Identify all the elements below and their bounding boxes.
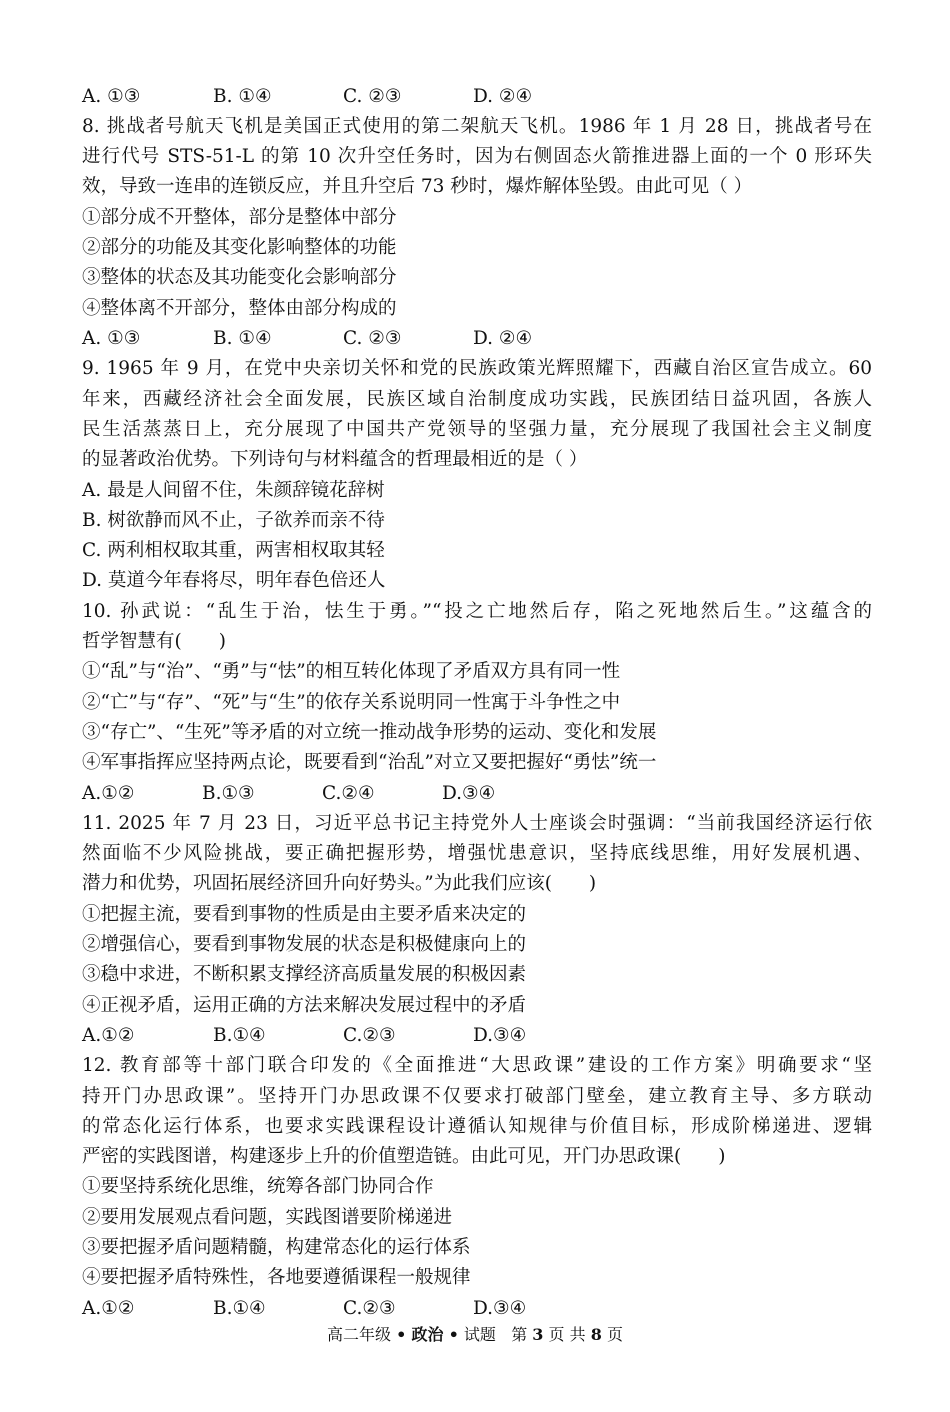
- q8-item-3: ③整体的状态及其功能变化会影响部分: [82, 267, 397, 288]
- q7-option-c: C. ②③: [343, 86, 402, 107]
- footer-dot-1: •: [396, 1325, 407, 1344]
- q10-option-a: A.①②: [82, 783, 135, 804]
- q10-stem-line-1: 10. 孙武说：“乱生于治，怯生于勇。”“投之亡地然后存，陷之死地然后生。”这蕴含的: [82, 601, 872, 622]
- q8-item-4: ④整体离不开部分，整体由部分构成的: [82, 298, 397, 319]
- q9-stem-line-1: 9. 1965 年 9 月，在党中央亲切关怀和党的民族政策光辉照耀下，西藏自治区宣告成立。60: [82, 358, 872, 379]
- q11-option-a: A.①②: [82, 1025, 135, 1046]
- q12-option-a: A.①②: [82, 1298, 135, 1319]
- footer-kind: 试题: [463, 1325, 496, 1344]
- q11-item-3: ③稳中求进，不断积累支撑经济高质量发展的积极因素: [82, 964, 527, 985]
- footer-page-total: 8: [590, 1325, 602, 1344]
- q12-item-2: ②要用发展观点看问题，实践图谱要阶梯递进: [82, 1207, 453, 1228]
- q7-options: [82, 82, 872, 112]
- q8-options: [82, 324, 872, 354]
- q12-stem-line-2: 持开门办思政课”。坚持开门办思政课不仅要求打破部门壁垒，建立教育主导、多方联动: [82, 1086, 872, 1107]
- footer-page-suffix: 页: [606, 1325, 623, 1344]
- page-footer: [0, 1322, 950, 1348]
- q8-option-d: D. ②④: [473, 328, 533, 349]
- q11-options: [82, 1021, 872, 1051]
- q8-option-c: C. ②③: [343, 328, 402, 349]
- q12-stem-line-1: 12. 教育部等十部门联合印发的《全面推进“大思政课”建设的工作方案》明确要求“坚: [82, 1055, 872, 1076]
- footer-page-mid: 页 共: [548, 1325, 586, 1344]
- q8-stem-line-2: 进行代号 STS-51-L 的第 10 次升空任务时，因为右侧固态火箭推进器上面的一个 0 形环失: [82, 146, 872, 167]
- q10-options: [82, 779, 872, 809]
- q9-stem-line-4: 的显著政治优势。下列诗句与材料蕴含的哲理最相近的是（ ）: [82, 449, 588, 470]
- q9-stem-line-3: 民生活蒸蒸日上，充分展现了中国共产党领导的坚强力量，充分展现了我国社会主义制度: [82, 419, 872, 440]
- q8-stem-line-3: 效，导致一连串的连锁反应，并且升空后 73 秒时，爆炸解体坠毁。由此可见（ ）: [82, 176, 753, 197]
- q12-option-c: C.②③: [343, 1298, 396, 1319]
- footer-dot-2: •: [448, 1325, 459, 1344]
- q8-item-1: ①部分成不开整体，部分是整体中部分: [82, 207, 397, 228]
- q8-stem-line-1: 8. 挑战者号航天飞机是美国正式使用的第二架航天飞机。1986 年 1 月 28 日，挑战者号在: [82, 116, 872, 137]
- q12-stem-line-4: 严密的实践图谱，构建逐步上升的价值塑造链。由此可见，开门办思政课( ): [82, 1146, 726, 1167]
- q10-item-4: ④军事指挥应坚持两点论，既要看到“治乱”对立又要把握好“勇怯”统一: [82, 752, 657, 773]
- q8-option-a: A. ①③: [82, 328, 141, 349]
- q9-option-c: C. 两利相权取其重，两害相权取其轻: [82, 540, 385, 561]
- q11-stem-line-3: 潜力和优势，巩固拓展经济回升向好势头。”为此我们应该( ): [82, 873, 597, 894]
- footer-page-number: 3: [532, 1325, 544, 1344]
- q11-option-b: B.①④: [213, 1025, 266, 1046]
- q12-options: [82, 1294, 872, 1324]
- q11-item-4: ④正视矛盾，运用正确的方法来解决发展过程中的矛盾: [82, 995, 527, 1016]
- q10-stem-line-2: 哲学智慧有( ): [82, 631, 226, 652]
- q12-stem-line-3: 的常态化运行体系，也要求实践课程设计遵循认知规律与价值目标，形成阶梯递进、逻辑: [82, 1116, 872, 1137]
- q10-option-b: B.①③: [202, 783, 255, 804]
- q9-option-d: D. 莫道今年春将尽，明年春色倍还人: [82, 570, 386, 591]
- q12-item-3: ③要把握矛盾问题精髓，构建常态化的运行体系: [82, 1237, 471, 1258]
- footer-subject: 政治: [411, 1325, 444, 1344]
- q12-option-b: B.①④: [213, 1298, 266, 1319]
- q9-option-b: B. 树欲静而风不止，子欲养而亲不待: [82, 510, 385, 531]
- q11-stem-line-1: 11. 2025 年 7 月 23 日，习近平总书记主持党外人士座谈会时强调：“当前我国经济运行依: [82, 813, 872, 834]
- q9-stem-line-2: 年来，西藏经济社会全面发展，民族区域自治制度成功实践，民族团结日益巩固，各族人: [82, 389, 872, 410]
- q7-option-a: A. ①③: [82, 86, 141, 107]
- q12-item-1: ①要坚持系统化思维，统筹各部门协同合作: [82, 1176, 434, 1197]
- q8-item-2: ②部分的功能及其变化影响整体的功能: [82, 237, 397, 258]
- q10-item-1: ①“乱”与“治”、“勇”与“怯”的相互转化体现了矛盾双方具有同一性: [82, 661, 621, 682]
- q12-item-4: ④要把握矛盾特殊性，各地要遵循课程一般规律: [82, 1267, 471, 1288]
- q11-item-2: ②增强信心，要看到事物发展的状态是积极健康向上的: [82, 934, 527, 955]
- q8-option-b: B. ①④: [213, 328, 272, 349]
- q10-option-c: C.②④: [322, 783, 375, 804]
- q10-option-d: D.③④: [442, 783, 496, 804]
- q11-stem-line-2: 然面临不少风险挑战，要正确把握形势，增强忧患意识，坚持底线思维，用好发展机遇、: [82, 843, 872, 864]
- footer-page-prefix: 第: [511, 1325, 528, 1344]
- q7-option-d: D. ②④: [473, 86, 533, 107]
- q10-item-3: ③“存亡”、“生死”等矛盾的对立统一推动战争形势的运动、变化和发展: [82, 722, 657, 743]
- q11-option-c: C.②③: [343, 1025, 396, 1046]
- footer-grade: 高二年级: [327, 1325, 392, 1344]
- q10-item-2: ②“亡”与“存”、“死”与“生”的依存关系说明同一性寓于斗争性之中: [82, 692, 621, 713]
- q11-option-d: D.③④: [473, 1025, 527, 1046]
- q7-option-b: B. ①④: [213, 86, 272, 107]
- q9-option-a: A. 最是人间留不住，朱颜辞镜花辞树: [82, 480, 385, 501]
- q12-option-d: D.③④: [473, 1298, 527, 1319]
- q11-item-1: ①把握主流，要看到事物的性质是由主要矛盾来决定的: [82, 904, 527, 925]
